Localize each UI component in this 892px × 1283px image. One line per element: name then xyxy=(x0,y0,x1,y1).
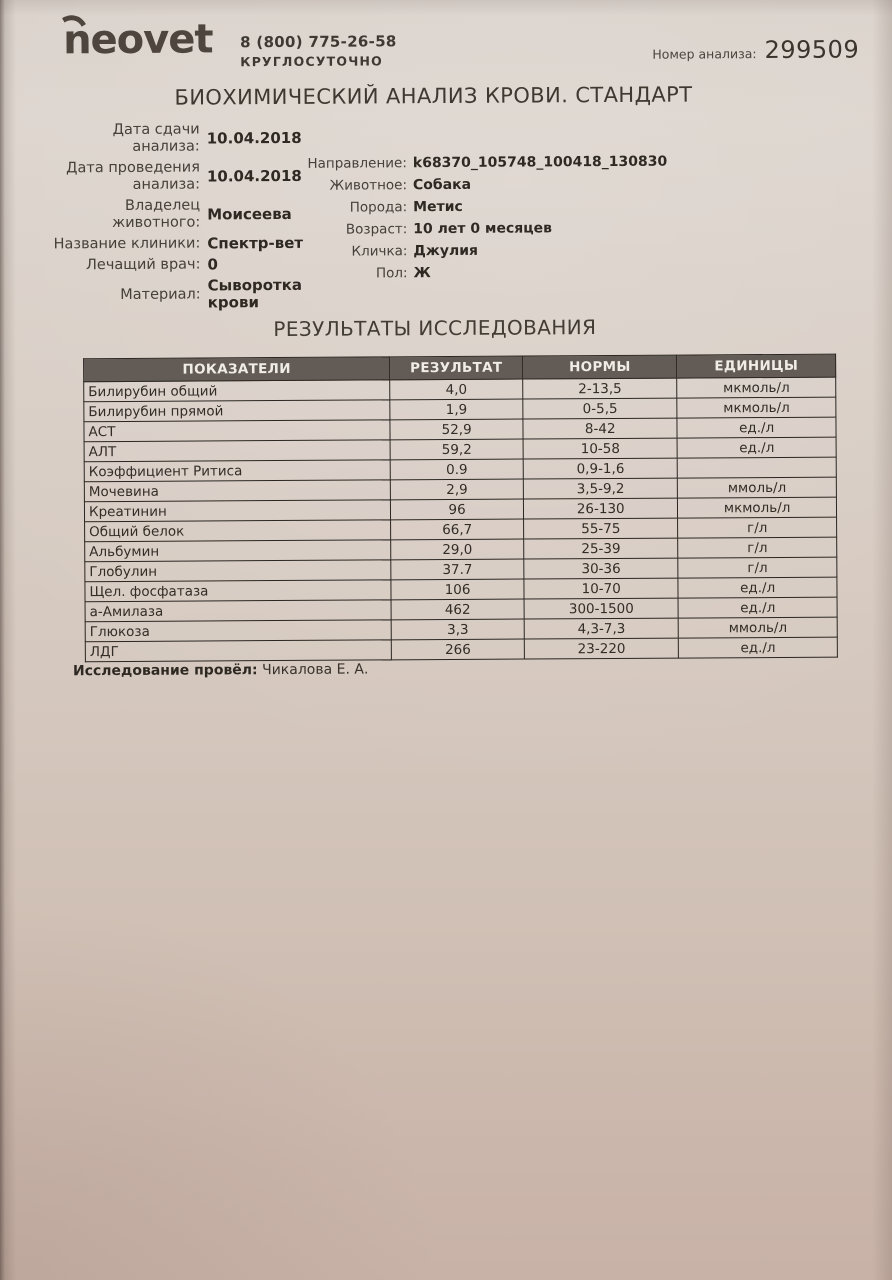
indicator-norm: 25-39 xyxy=(524,538,678,559)
contact-block xyxy=(240,32,397,71)
info-value: k68370_105748_100418_130830 xyxy=(412,153,668,172)
indicator-name: Билирубин общий xyxy=(84,380,390,402)
table-row xyxy=(85,637,837,662)
analysis-number-block xyxy=(652,35,859,64)
info-value: 10.04.2018 xyxy=(206,166,302,185)
performed-by-label: Исследование провёл: xyxy=(72,662,258,680)
indicator-unit: мкмоль/л xyxy=(678,497,837,518)
indicator-unit: ед./л xyxy=(678,597,837,618)
indicator-result: 1,9 xyxy=(390,399,523,420)
info-value: Метис xyxy=(413,198,463,216)
info-row xyxy=(0,277,304,313)
info-row xyxy=(303,242,667,261)
indicator-name: ЛДГ xyxy=(85,640,391,662)
info-value: Ж xyxy=(413,265,431,282)
info-label: Материал: xyxy=(120,285,201,303)
info-label: Название клиники: xyxy=(53,235,201,253)
indicator-result: 2,9 xyxy=(390,479,523,500)
info-label: Лечащий врач: xyxy=(85,256,201,274)
info-value: Джулия xyxy=(413,242,479,260)
indicator-norm: 0,9-1,6 xyxy=(523,458,677,479)
results-table xyxy=(83,354,838,663)
indicator-name: Глюкоза xyxy=(85,620,391,642)
info-row xyxy=(0,256,303,275)
info-row xyxy=(303,220,667,239)
indicator-name: Щел. фосфатаза xyxy=(85,580,391,602)
column-header-indicators: ПОКАЗАТЕЛИ xyxy=(84,357,390,382)
info-row xyxy=(0,235,303,254)
indicator-unit: г/л xyxy=(678,537,837,558)
indicator-norm: 0-5,5 xyxy=(523,398,677,419)
indicator-result: 59,2 xyxy=(390,439,523,460)
indicator-unit xyxy=(677,457,836,478)
info-value: Собака xyxy=(412,176,472,194)
indicator-unit: ммоль/л xyxy=(678,617,837,638)
performed-by xyxy=(73,661,369,679)
indicator-result: 106 xyxy=(391,579,524,600)
neovet-logo xyxy=(62,16,213,64)
indicator-unit: г/л xyxy=(678,517,837,538)
column-header-result: РЕЗУЛЬТАТ xyxy=(390,356,523,380)
indicator-result: 462 xyxy=(391,599,524,620)
info-row xyxy=(0,121,303,157)
indicator-norm: 10-58 xyxy=(523,438,677,459)
analysis-number-label: Номер анализа: xyxy=(652,46,757,62)
indicator-norm: 3,5-9,2 xyxy=(523,478,677,499)
indicator-result: 52,9 xyxy=(390,419,523,440)
indicator-name: Общий белок xyxy=(85,520,391,542)
info-row xyxy=(0,197,303,233)
info-row xyxy=(303,154,667,173)
indicator-norm: 30-36 xyxy=(524,558,678,579)
indicator-result: 3,3 xyxy=(391,619,524,640)
indicator-unit: ед./л xyxy=(679,637,838,658)
indicator-norm: 2-13,5 xyxy=(523,378,677,399)
indicator-norm: 8-42 xyxy=(523,418,677,439)
analysis-number-value: 299509 xyxy=(764,35,860,65)
results-section-title: РЕЗУЛЬТАТЫ ИССЛЕДОВАНИЯ xyxy=(273,315,597,342)
column-header-norms: НОРМЫ xyxy=(523,355,677,379)
info-value: 0 xyxy=(207,255,218,274)
indicator-name: Альбумин xyxy=(85,540,391,562)
phone-number: 8 (800) 775-26-58 xyxy=(240,32,397,52)
indicator-name: Мочевина xyxy=(84,480,390,502)
indicator-norm: 23-220 xyxy=(524,638,678,659)
patient-info-right xyxy=(303,154,668,283)
info-value: Спектр-вет xyxy=(207,233,304,253)
results-table-body xyxy=(84,377,838,662)
indicator-unit: г/л xyxy=(678,557,837,578)
info-value: Сыворотка крови xyxy=(207,275,303,312)
indicator-name: Глобулин xyxy=(85,560,391,582)
indicator-name: Креатинин xyxy=(84,500,390,522)
info-label: Дата сдачи анализа: xyxy=(112,121,200,155)
info-label: Владелец животного: xyxy=(112,197,201,232)
info-value: 10.04.2018 xyxy=(206,128,302,147)
indicator-result: 96 xyxy=(390,499,523,520)
info-value: Моисеева xyxy=(207,204,292,223)
column-header-units: ЕДИНИЦЫ xyxy=(677,354,836,378)
info-label: Порода: xyxy=(349,199,408,216)
performed-by-value: Чикалова Е. А. xyxy=(262,661,369,679)
indicator-name: а-Амилаза xyxy=(85,600,391,622)
info-row xyxy=(0,159,303,195)
info-label: Пол: xyxy=(375,265,408,282)
indicator-result: 266 xyxy=(391,639,524,660)
indicator-unit: мкмоль/л xyxy=(677,397,836,418)
info-value: 10 лет 0 месяцев xyxy=(413,220,552,238)
indicator-result: 29,0 xyxy=(391,539,524,560)
document-title: БИОХИМИЧЕСКИЙ АНАЛИЗ КРОВИ. СТАНДАРТ xyxy=(174,82,693,110)
info-label: Кличка: xyxy=(351,243,408,260)
indicator-name: АСТ xyxy=(84,420,390,442)
indicator-result: 37.7 xyxy=(391,559,524,580)
info-label: Животное: xyxy=(329,177,408,194)
indicator-norm: 26-130 xyxy=(524,498,678,519)
indicator-unit: ммоль/л xyxy=(678,477,837,498)
info-label: Дата проведения анализа: xyxy=(66,159,201,193)
indicator-unit: ед./л xyxy=(677,437,836,458)
indicator-unit: мкмоль/л xyxy=(677,377,836,398)
patient-info-left xyxy=(0,121,304,313)
info-row xyxy=(303,176,667,195)
indicator-norm: 4,3-7,3 xyxy=(524,618,678,639)
indicator-norm: 10-70 xyxy=(524,578,678,599)
indicator-result: 66,7 xyxy=(391,519,524,540)
info-label: Возраст: xyxy=(345,221,408,238)
indicator-norm: 55-75 xyxy=(524,518,678,539)
info-label: Направление: xyxy=(307,155,407,172)
indicator-norm: 300-1500 xyxy=(524,598,678,619)
indicator-result: 0.9 xyxy=(390,459,523,480)
info-row xyxy=(303,264,667,283)
phone-availability: КРУГЛОСУТОЧНО xyxy=(240,53,384,70)
indicator-unit: ед./л xyxy=(678,577,837,598)
indicator-name: АЛТ xyxy=(84,440,390,462)
info-row xyxy=(303,198,667,217)
indicator-unit: ед./л xyxy=(677,417,836,438)
logo-text: neovet xyxy=(62,16,213,64)
indicator-result: 4,0 xyxy=(390,379,523,400)
indicator-name: Коэффициент Ритиса xyxy=(84,460,390,482)
indicator-name: Билирубин прямой xyxy=(84,400,390,422)
